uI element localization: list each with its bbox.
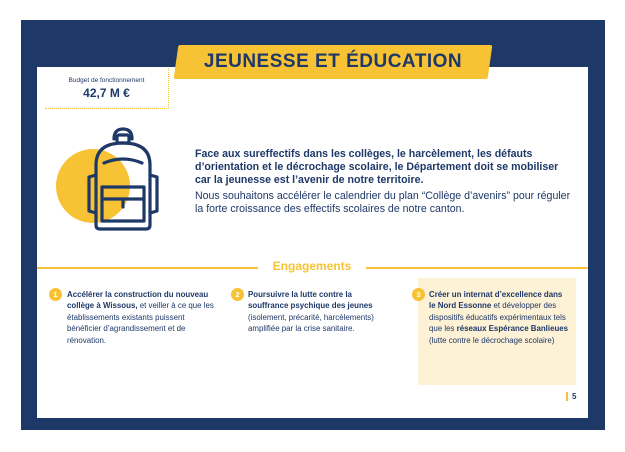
engagements-title: Engagements (272, 259, 352, 273)
item-number-2: 2 (231, 288, 244, 301)
item-1-bold: Accélérer la construction du nouveau collège à Wissous, (67, 290, 209, 311)
item-3-rest: (lutte contre le décrochage scolaire) (429, 335, 555, 345)
intro-text (195, 148, 575, 216)
page-number: 5 (566, 392, 576, 401)
item-1-rest: et veiller à ce que les établissements existants puissent bénéficier d’agrandissement et de rénovation. (67, 301, 214, 345)
engagement-item-1 (67, 289, 217, 346)
item-3-bold1: Créer un internat d’excellence dans le Nord Essonne (429, 290, 563, 311)
item-2-rest: (isolement, précarité, harcèlements) amplifiée par la crise sanitaire. (248, 312, 374, 334)
backpack-icon (78, 125, 168, 235)
item-3-bold2: réseaux Espérance Banlieues (456, 324, 569, 334)
budget-value: 42,7 M € (83, 86, 130, 100)
page-title: JEUNESSE ET ÉDUCATION (203, 51, 463, 72)
intro-normal: Nous souhaitons accélérer le calendrier du plan “Collège d’avenirs” pour réguler la forte croissance des effectifs scolaires de notre canton. (195, 189, 571, 215)
divider-left (37, 267, 258, 269)
item-number-3: 3 (412, 288, 425, 301)
budget-box (45, 68, 169, 109)
divider-right (366, 267, 588, 269)
item-3-mid: et développer des dispositifs éducatifs expérimentaux tels que les (429, 301, 566, 334)
budget-label: Budget de fonctionnement (68, 77, 145, 84)
item-number-1: 1 (49, 288, 62, 301)
intro-bold: Face aux sureffectifs dans les collèges, le harcèlement, les défauts d’orientation et le décrochage scolaire, le Département doit se mobiliser car la jeunesse est l’avenir de notre territoire. (195, 148, 559, 187)
engagement-item-2 (248, 289, 388, 335)
engagement-item-3 (429, 289, 571, 346)
item-2-bold: Poursuivre la lutte contre la souffrance psychique des jeunes (248, 290, 373, 311)
